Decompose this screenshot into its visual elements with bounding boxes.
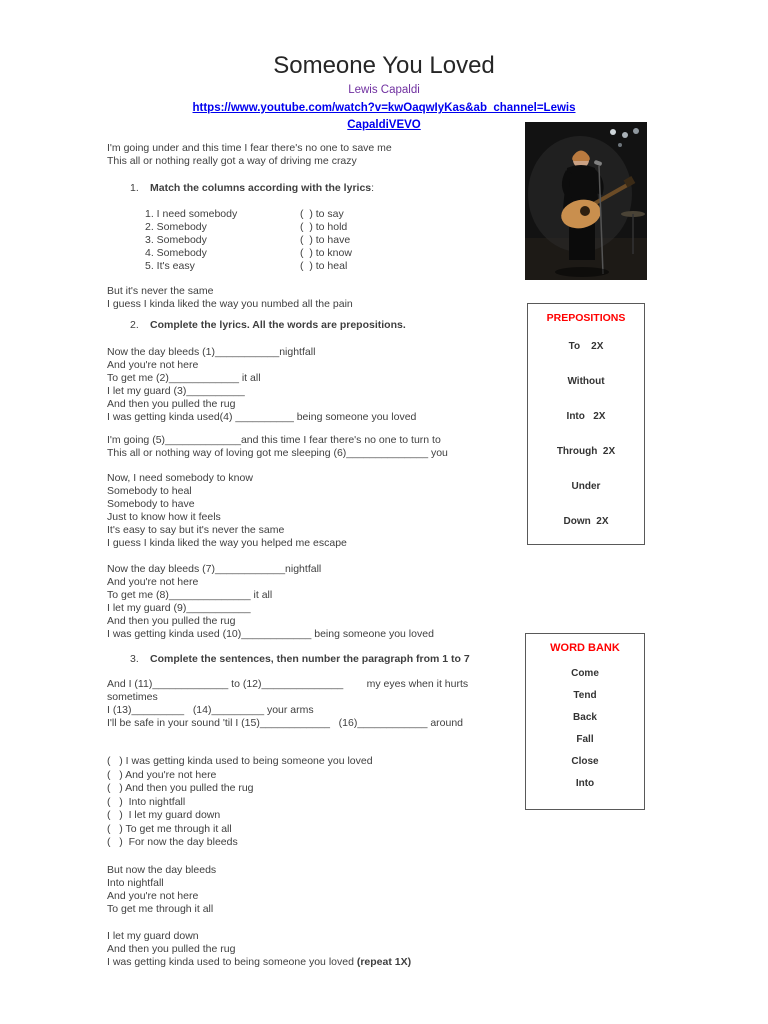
lyric-text: I was getting kinda used to being someone you loved <box>107 955 357 968</box>
artist-photo <box>525 122 647 280</box>
word-bank-box-title: WORD BANK <box>550 642 620 654</box>
ordering-item: ( ) I let my guard down <box>107 809 221 821</box>
word-bank-item: Come <box>571 668 599 679</box>
lyric-line: I let my guard (9)___________ <box>107 602 251 614</box>
lyric-line: I (13)_________ (14)_________ your arms <box>107 704 314 716</box>
lyric-line: It's easy to say but it's never the same <box>107 524 285 536</box>
lyric-line: I guess I kinda liked the way you numbed all the pain <box>107 298 353 310</box>
concert-photo-illustration <box>525 122 647 280</box>
match-row <box>145 208 521 221</box>
match-right-item: ( ) to say <box>300 208 344 220</box>
ordering-item: ( ) And you're not here <box>107 768 217 781</box>
match-left-item: 5. It's easy <box>145 260 195 272</box>
exercise-instruction: Complete the lyrics. All the words are prepositions. <box>150 319 406 331</box>
ordering-item: ( ) For now the day bleeds <box>107 836 238 848</box>
exercise-number: 1. <box>130 182 139 194</box>
lyric-line: I guess I kinda liked the way you helped me escape <box>107 537 347 549</box>
lyric-line <box>107 956 521 969</box>
lyric-line: I'm going under and this time I fear there's no one to save me <box>107 142 392 154</box>
prepositions-box <box>527 303 645 545</box>
lyric-line: Now the day bleeds (7)____________nightfall <box>107 563 322 575</box>
paragraph-ordering-exercise <box>107 755 521 850</box>
youtube-link-line2[interactable]: CapaldiVEVO <box>347 119 421 131</box>
lyric-line: And you're not here <box>107 889 199 902</box>
lyric-line: I'm going (5)_____________and this time I fear there's no one to turn to <box>107 434 441 446</box>
lyric-line: But now the day bleeds <box>107 863 217 876</box>
lyric-line: This all or nothing way of loving got me sleeping (6)______________ you <box>107 447 448 459</box>
lyric-line: And I (11)_____________ to (12)______________ my eyes when it hurts <box>107 678 469 690</box>
lyric-line: Into nightfall <box>107 876 164 889</box>
match-row <box>145 234 521 247</box>
exercise-2-heading <box>130 319 521 332</box>
lyric-line: And you're not here <box>107 576 199 588</box>
word-bank-item: Into <box>575 778 595 789</box>
lyric-line: Somebody to heal <box>107 485 192 497</box>
word-bank-item: Tend <box>573 690 597 701</box>
lyric-line: And you're not here <box>107 359 199 371</box>
match-left-item: 4. Somebody <box>145 247 207 259</box>
exercise-instruction: Complete the sentences, then number the paragraph from 1 to 7 <box>150 653 470 665</box>
document-header <box>0 52 768 134</box>
match-row <box>145 221 521 234</box>
gap-fill-sentences <box>107 678 521 730</box>
match-right-item: ( ) to heal <box>300 260 348 272</box>
exercise-instruction: Match the columns according with the lyrics <box>150 182 372 194</box>
intro-lyrics <box>107 142 521 168</box>
match-columns-exercise <box>145 208 521 273</box>
match-left-item: 1. I need somebody <box>145 208 238 220</box>
lyric-line: I was getting kinda used (10)____________ being someone you loved <box>107 628 434 640</box>
preposition-item: Without <box>567 376 605 387</box>
preposition-item: To 2X <box>568 341 604 352</box>
preposition-item: Down 2X <box>563 516 609 527</box>
gap-fill-verse <box>107 563 521 641</box>
bridge-lyrics <box>107 285 521 311</box>
gap-fill-verse <box>107 346 521 424</box>
exercise-1-heading <box>130 182 521 195</box>
preposition-item: Through 2X <box>556 446 616 457</box>
page-title: Someone You Loved <box>273 52 495 79</box>
youtube-link[interactable] <box>0 100 768 134</box>
lyrics-verse <box>107 864 521 916</box>
word-bank-item: Close <box>571 756 599 767</box>
lyric-line: Somebody to have <box>107 498 195 510</box>
match-right-item: ( ) to hold <box>300 221 348 233</box>
lyric-line: And then you pulled the rug <box>107 942 236 955</box>
lyrics-verse <box>107 472 521 550</box>
preposition-item: Under <box>571 481 601 492</box>
lyric-line: Now, I need somebody to know <box>107 472 253 484</box>
word-bank-item: Fall <box>576 734 594 745</box>
youtube-link-line1[interactable]: https://www.youtube.com/watch?v=kwOaqwIyKas&ab_channel=Lewis <box>192 102 576 114</box>
match-right-item: ( ) to have <box>300 234 351 246</box>
match-left-item: 2. Somebody <box>145 221 207 233</box>
ordering-item: ( ) To get me through it all <box>107 822 232 835</box>
exercise-colon: : <box>371 182 375 194</box>
lyric-line: But it's never the same <box>107 285 214 297</box>
lyric-line: Just to know how it feels <box>107 511 221 523</box>
lyric-line: To get me (2)____________ it all <box>107 372 261 384</box>
artist-name: Lewis Capaldi <box>348 84 420 96</box>
lyric-line: And then you pulled the rug <box>107 615 236 627</box>
lyric-line: To get me through it all <box>107 902 214 915</box>
prepositions-box-title: PREPOSITIONS <box>546 312 626 324</box>
ordering-item: ( ) I was getting kinda used to being someone you loved <box>107 755 373 767</box>
preposition-item: Into 2X <box>566 411 606 422</box>
repeat-note: (repeat 1X) <box>356 955 412 968</box>
match-right-item: ( ) to know <box>300 247 352 259</box>
match-left-item: 3. Somebody <box>145 234 207 246</box>
exercise-number: 2. <box>130 319 139 331</box>
match-row <box>145 260 521 273</box>
lyric-line: To get me (8)______________ it all <box>107 589 273 601</box>
lyric-line: sometimes <box>107 691 158 703</box>
lyric-line: I let my guard down <box>107 929 199 942</box>
exercise-3-heading <box>130 653 521 666</box>
lyric-line: I was getting kinda used(4) __________ being someone you loved <box>107 411 417 423</box>
lyric-line: I'll be safe in your sound 'til I (15)____________ (16)____________ around <box>107 717 464 729</box>
word-bank-item: Back <box>573 712 597 723</box>
ordering-item: ( ) Into nightfall <box>107 795 186 808</box>
exercise-number: 3. <box>130 653 139 665</box>
lyric-line: Now the day bleeds (1)___________nightfall <box>107 346 316 358</box>
lyric-line: I let my guard (3)__________ <box>107 385 245 397</box>
lyrics-verse <box>107 930 521 969</box>
worksheet-body <box>107 142 521 969</box>
match-row <box>145 247 521 260</box>
lyric-line: And then you pulled the rug <box>107 398 236 410</box>
lyric-line: This all or nothing really got a way of driving me crazy <box>107 155 357 167</box>
ordering-item: ( ) And then you pulled the rug <box>107 782 254 794</box>
gap-fill-verse <box>107 434 521 460</box>
word-bank-box <box>525 633 645 810</box>
